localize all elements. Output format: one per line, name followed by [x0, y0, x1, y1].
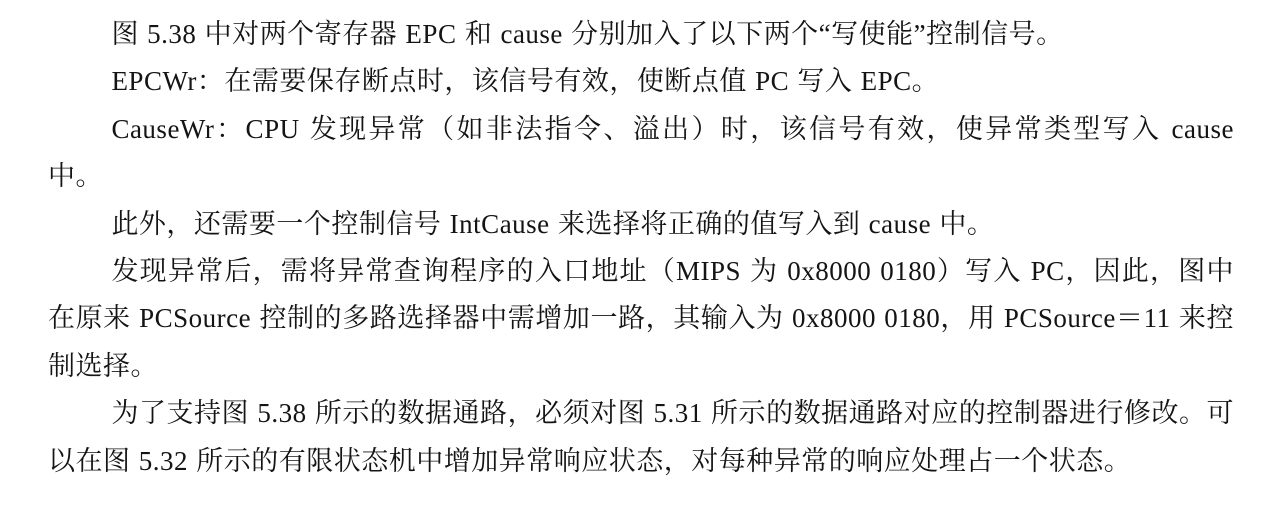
paragraph-controller-modification: 为了支持图 5.38 所示的数据通路，必须对图 5.31 所示的数据通路对应的控制器进行修改。可以在图 5.32 所示的有限状态机中增加异常响应状态，对每种异常的响应处理占一个状态。	[48, 398, 1234, 476]
paragraph-intcause-description: 此外，还需要一个控制信号 IntCause 来选择将正确的值写入到 cause 中。	[111, 208, 995, 239]
text-block	[48, 11, 1234, 485]
paragraph-exception-entry-address: 发现异常后，需将异常查询程序的入口地址（MIPS 为 0x8000 0180）写入 PC，因此，图中在原来 PCSource 控制的多路选择器中需增加一路，其输入为 0x8000 0180，用 PCSource＝11 来控制选择。	[48, 256, 1234, 381]
paragraph-epcwr-description: EPCWr：在需要保存断点时，该信号有效，使断点值 PC 写入 EPC。	[111, 66, 940, 97]
paragraph-causewr-description: CauseWr：CPU 发现异常（如非法指令、溢出）时，该信号有效，使异常类型写入 cause 中。	[48, 113, 1234, 192]
paragraph-intro-write-enable-signals: 图 5.38 中对两个寄存器 EPC 和 cause 分别加入了以下两个“写使能”控制信号。	[111, 19, 1064, 49]
